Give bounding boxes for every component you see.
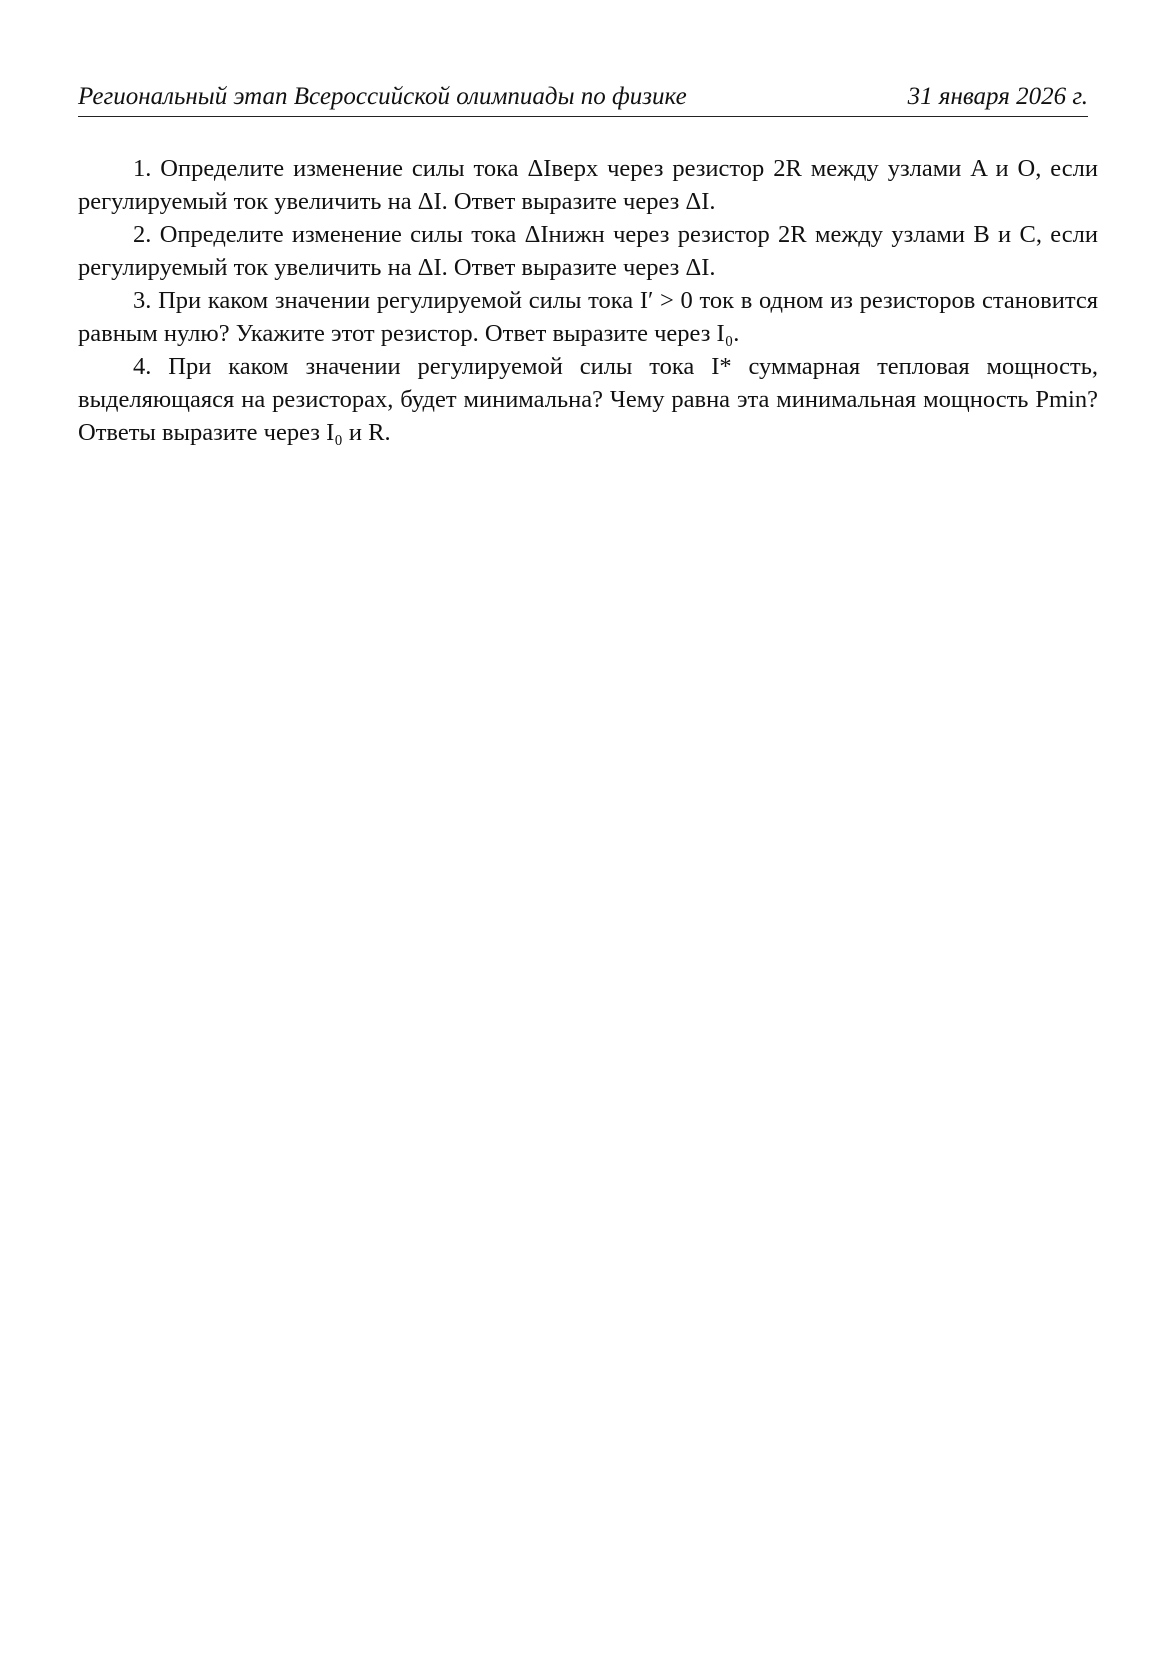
question-4: 4. При каком значении регулируемой силы тока I* суммарная тепловая мощность, выделяющаяся на резисторах, будет минимальна? Чему равна эта минимальная мощность Pmin? Ответы выразите через I₀ и R. — [78, 353, 1098, 446]
header-title: Региональный этап Всероссийской олимпиады по физике — [78, 83, 687, 110]
question-2: 2. Определите изменение силы тока ΔIнижн через резистор 2R между узлами B и C, если регулируемый ток увеличить на ΔI. Ответ выразите через ΔI. — [78, 221, 1098, 281]
question-1: 1. Определите изменение силы тока ΔIверх через резистор 2R между узлами A и O, если регулируемый ток увеличить на ΔI. Ответ выразите через ΔI. — [78, 155, 1098, 215]
page-header — [78, 80, 1088, 117]
header-date: 31 января 2026 г. — [907, 83, 1088, 110]
questions-section — [78, 152, 1098, 449]
question-3: 3. При каком значении регулируемой силы тока I′ > 0 ток в одном из резисторов становится равным нулю? Укажите этот резистор. Ответ выразите через I₀. — [78, 287, 1098, 347]
